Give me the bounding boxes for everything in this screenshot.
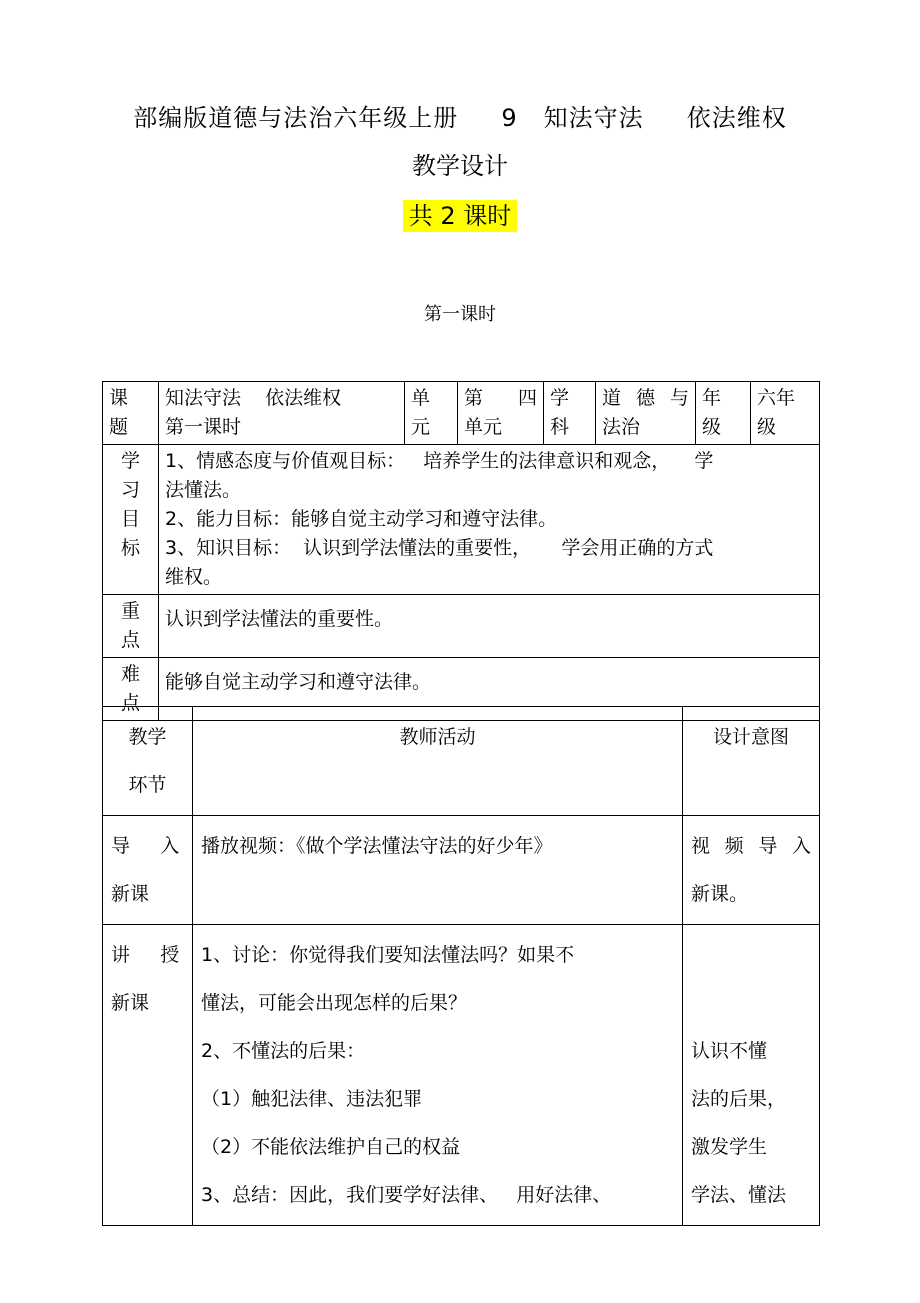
header-teacher-activity: 教师活动 [193,707,683,816]
unit-label: 单 元 [405,382,458,445]
unit-value: 第 四 单元 [458,382,544,445]
lesson-count-highlight: 共 2 课时 [403,200,518,232]
subject-value: 道 德 与 法治 [596,382,696,445]
topic-value: 知法守法 依法维权 第一课时 [159,382,405,445]
info-row-topic [103,382,820,445]
design-intent-teaching: 认识不懂 法的后果， 激发学生 学法、懂法 [683,925,820,1226]
topic-label: 课 题 [103,382,159,445]
lesson-label: 第一课时 [424,304,496,325]
goals-label: 学 习 目 标 [103,445,159,595]
document-title: 部编版道德与法治六年级上册 9 知法守法 依法维权 [133,104,787,132]
grade-label: 年 级 [696,382,751,445]
goals-value: 1、情感态度与价值观目标： 培养学生的法律意识和观念， 学 法懂法。 2、能力目标：能够自觉主动学习和遵守法律。 3、知识目标： 认识到学法懂法的重要性， 学会用正确的方式 维权。 [159,445,820,595]
stage-teaching: 讲 授 新课 [103,925,193,1226]
info-table [102,381,820,721]
grade-value: 六年 级 [751,382,820,445]
subject-label: 学 科 [544,382,596,445]
stage-intro: 导 入 新课 [103,816,193,925]
difficulty-value: 能够自觉主动学习和遵守法律。 [159,658,820,721]
process-row-teaching [103,925,820,1226]
header-design-intent: 设计意图 [683,707,820,816]
document-subtitle: 教学设计 [412,152,508,180]
header-stage: 教学 环节 [103,707,193,816]
lesson-count [0,196,920,231]
teacher-activity-intro: 播放视频：《做个学法懂法守法的好少年》 [193,816,683,925]
key-value: 认识到学法懂法的重要性。 [159,595,820,658]
process-table [102,706,820,1226]
process-row-intro [103,816,820,925]
design-intent-intro: 视 频 导 入 新课。 [683,816,820,925]
difficulty-label: 难 点 [103,658,159,721]
info-row-key [103,595,820,658]
process-header-row [103,707,820,816]
info-row-goals [103,445,820,595]
key-label: 重 点 [103,595,159,658]
teacher-activity-teaching: 1、讨论：你觉得我们要知法懂法吗？如果不 懂法，可能会出现怎样的后果？ 2、不懂法的后果： （1）触犯法律、违法犯罪 （2）不能依法维护自己的权益 3、总结：因此，我们要学好法律、 用好法律、 [193,925,683,1226]
